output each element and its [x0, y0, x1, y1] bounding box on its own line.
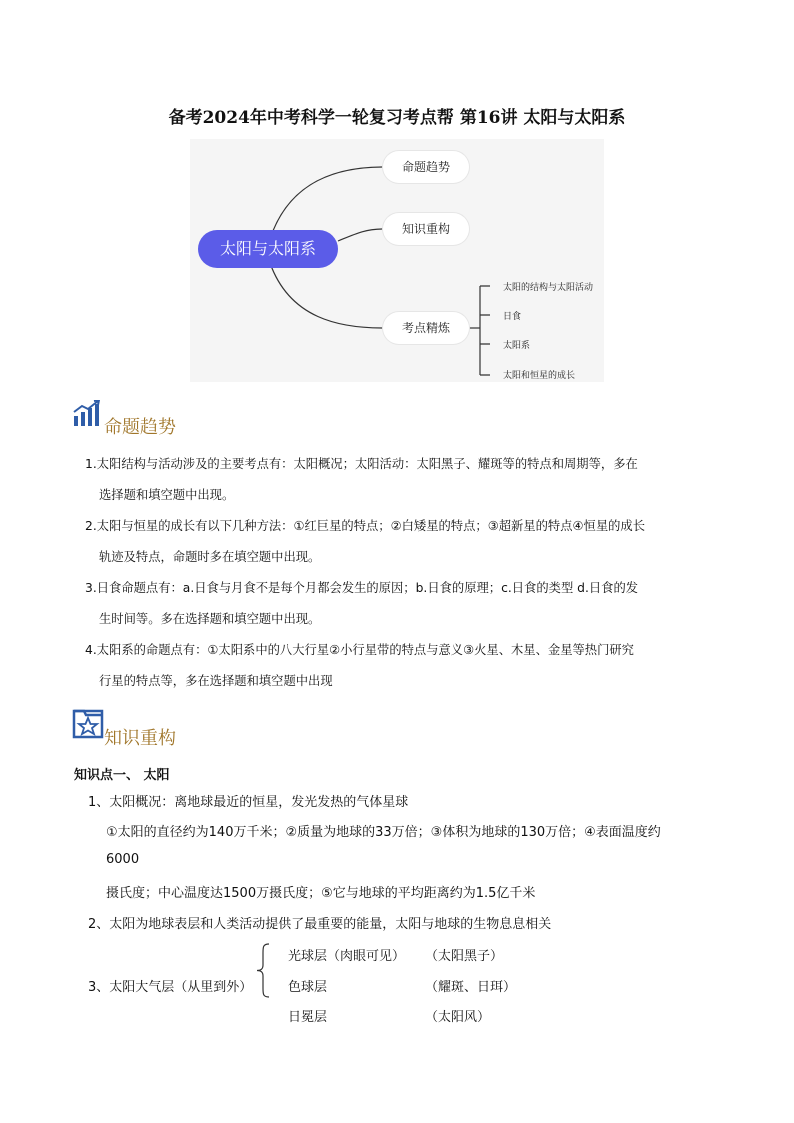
layer-note: （太阳风） [425, 1010, 491, 1025]
body-line: 摄氏度；中心温度达1500万摄氏度；⑤它与地球的平均距离约为1.5亿千米 [106, 886, 536, 901]
curly-brace-icon [255, 943, 271, 998]
mind-map-leaf: 日食 [503, 312, 522, 322]
list-item [85, 573, 730, 635]
layer-note: （太阳黑子） [425, 949, 504, 964]
list-item-line: 4.太阳系的命题点有：①太阳系中的八大行星②小行星带的特点与意义③火星、木星、金星等热门研究 [85, 643, 634, 657]
section-title-trend: 命题趋势 [104, 417, 176, 438]
list-item-line: 3.日食命题点有：a.日食与月食不是每个月都会发生的原因；b.日食的原理；c.日食的类型 d.日食的发 [85, 581, 639, 595]
list-item [85, 511, 730, 573]
knowledge-point-title: 知识点一、 太阳 [74, 768, 170, 783]
body-line: 1、太阳概况：离地球最近的恒星，发光发热的气体星球 [88, 795, 409, 810]
mind-map [190, 139, 604, 382]
body-line: ①太阳的直径约为140万千米；②质量为地球的33万倍；③体积为地球的130万倍；④表面温度约 [106, 825, 661, 840]
mind-map-branch-practice: 考点精炼 [383, 312, 469, 344]
list-item [85, 635, 730, 697]
list-item-line: 轨迹及特点，命题时多在填空题中出现。 [99, 550, 321, 564]
mind-map-leaf: 太阳的结构与太阳活动 [503, 283, 594, 293]
list-item [85, 449, 730, 511]
trend-list [85, 449, 730, 697]
list-item-line: 2.太阳与恒星的成长有以下几种方法：①红巨星的特点；②白矮星的特点；③超新星的特点④恒星的成长 [85, 519, 646, 533]
chart-trend-icon [72, 400, 102, 428]
layer-note: （耀斑、日珥） [425, 980, 517, 995]
page-title: 备考2024年中考科学一轮复习考点帮 第16讲 太阳与太阳系 [168, 108, 626, 128]
star-folder-icon [72, 707, 106, 741]
mind-map-leaf: 太阳系 [503, 341, 531, 351]
mind-map-leaf: 太阳和恒星的成长 [503, 371, 576, 381]
layer-name: 色球层 [288, 980, 328, 995]
list-item-line: 行星的特点等，多在选择题和填空题中出现 [99, 674, 333, 688]
list-item-line: 1.太阳结构与活动涉及的主要考点有：太阳概况；太阳活动：太阳黑子、耀斑等的特点和周期等，多在 [85, 457, 638, 471]
mind-map-root: 太阳与太阳系 [198, 230, 338, 268]
layer-name: 日冕层 [288, 1010, 328, 1025]
atmosphere-label: 3、太阳大气层（从里到外） [88, 980, 253, 995]
section-title-knowledge: 知识重构 [104, 728, 176, 749]
body-line: 6000 [106, 852, 140, 867]
mind-map-branch-knowledge: 知识重构 [383, 213, 469, 245]
list-item-line: 选择题和填空题中出现。 [99, 488, 235, 502]
body-line: 2、太阳为地球表层和人类活动提供了最重要的能量，太阳与地球的生物息息相关 [88, 917, 552, 932]
list-item-line: 生时间等。多在选择题和填空题中出现。 [99, 612, 321, 626]
mind-map-branch-trend: 命题趋势 [383, 151, 469, 183]
layer-name: 光球层（肉眼可见） [288, 949, 406, 964]
